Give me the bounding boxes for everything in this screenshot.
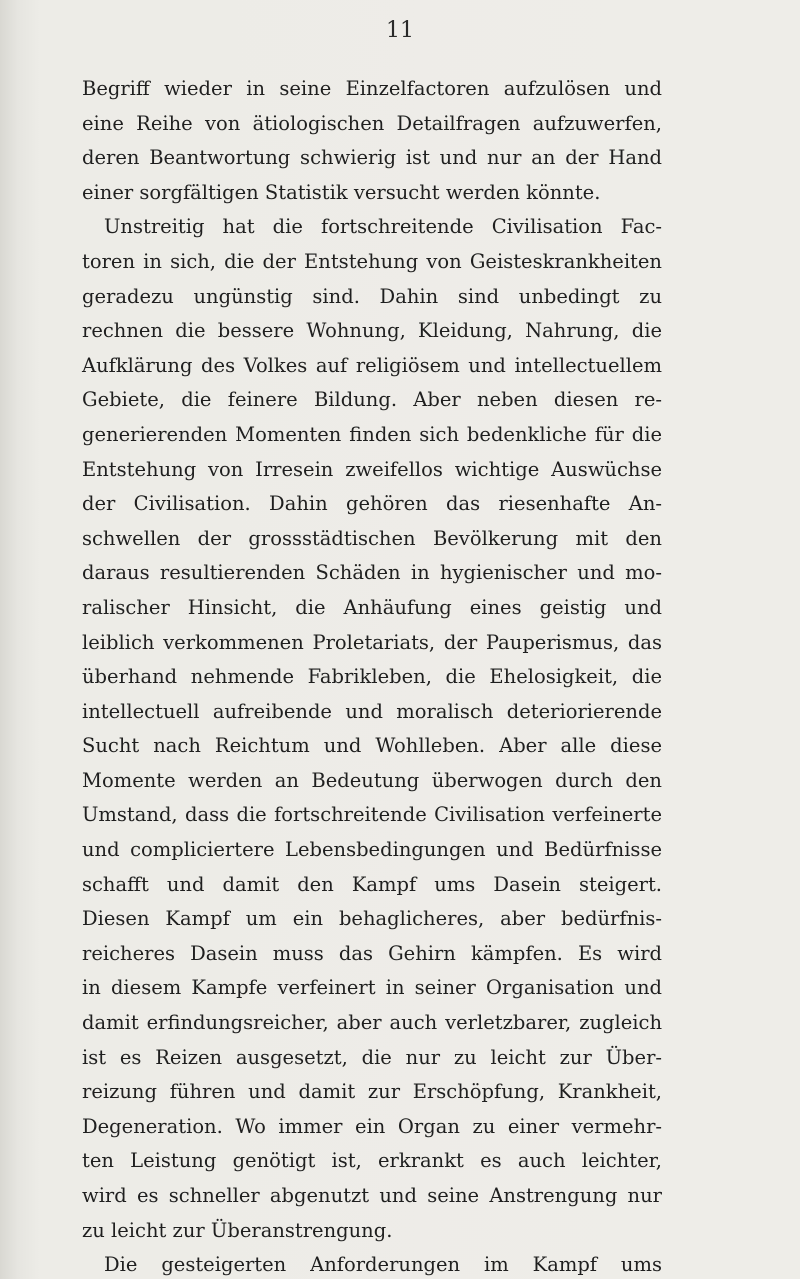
text-line: ist es Reizen ausgesetzt, die nur zu leicht zur Über-	[82, 1045, 662, 1069]
text-line: Degeneration. Wo immer ein Organ zu einer vermehr-	[82, 1114, 662, 1138]
text-line: Umstand, dass die fortschreitende Civilisation verfeinerte	[82, 803, 662, 827]
text-line: schafft und damit den Kampf ums Dasein steigert.	[82, 872, 662, 896]
text-line: überhand nehmende Fabrikleben, die Ehelosigkeit, die	[82, 665, 662, 689]
page-number: 11	[386, 18, 414, 43]
text-line: einer sorgfältigen Statistik versucht werden könnte.	[82, 180, 601, 204]
text-line: der Civilisation. Dahin gehören das riesenhafte An-	[82, 492, 662, 516]
text-line: Die gesteigerten Anforderungen im Kampf ums	[104, 1253, 662, 1277]
text-line: daraus resultierenden Schäden in hygienischer und mo-	[82, 561, 662, 585]
text-line: intellectuell aufreibende und moralisch deteriorierende	[82, 699, 662, 723]
text-line: ten Leistung genötigt ist, erkrankt es auch leichter,	[82, 1149, 662, 1173]
text-line: Gebiete, die feinere Bildung. Aber neben diesen re-	[82, 388, 662, 412]
text-line: reicheres Dasein muss das Gehirn kämpfen. Es wird	[82, 941, 662, 965]
text-line: eine Reihe von ätiologischen Detailfragen aufzuwerfen,	[82, 111, 662, 135]
text-line: deren Beantwortung schwierig ist und nur an der Hand	[82, 146, 662, 170]
text-line: schwellen der grossstädtischen Bevölkerung mit den	[82, 526, 662, 550]
text-line: toren in sich, die der Entstehung von Geisteskrankheiten	[82, 249, 662, 273]
text-line: generierenden Momenten finden sich bedenkliche für die	[82, 422, 662, 446]
text-line: in diesem Kampfe verfeinert in seiner Organisation und	[82, 976, 662, 1000]
text-line: Diesen Kampf um ein behaglicheres, aber bedürfnis-	[82, 907, 662, 931]
text-line: Entstehung von Irresein zweifellos wichtige Auswüchse	[82, 457, 662, 481]
text-line: geradezu ungünstig sind. Dahin sind unbedingt zu	[82, 284, 662, 308]
text-line: rechnen die bessere Wohnung, Kleidung, Nahrung, die	[82, 319, 662, 343]
text-line: damit erfindungsreicher, aber auch verletzbarer, zugleich	[82, 1011, 662, 1035]
text-line: Momente werden an Bedeutung überwogen durch den	[82, 768, 662, 792]
text-line: Unstreitig hat die fortschreitende Civilisation Fac-	[104, 215, 662, 239]
text-line: Begriff wieder in seine Einzelfactoren aufzulösen und	[82, 77, 662, 100]
text-line: zu leicht zur Überanstrengung.	[82, 1218, 393, 1242]
text-line: und compliciertere Lebensbedingungen und Bedürfnisse	[82, 838, 662, 862]
text-line: Sucht nach Reichtum und Wohlleben. Aber alle diese	[82, 734, 662, 758]
text-line: ralischer Hinsicht, die Anhäufung eines geistig und	[82, 595, 662, 619]
text-line: Aufklärung des Volkes auf religiösem und intellectuellem	[82, 353, 662, 377]
text-line: leiblich verkommenen Proletariats, der Pauperismus, das	[82, 630, 662, 654]
text-line: wird es schneller abgenutzt und seine Anstrengung nur	[82, 1184, 662, 1207]
text-line: reizung führen und damit zur Erschöpfung, Krankheit,	[82, 1080, 662, 1104]
body-text	[82, 72, 662, 1279]
